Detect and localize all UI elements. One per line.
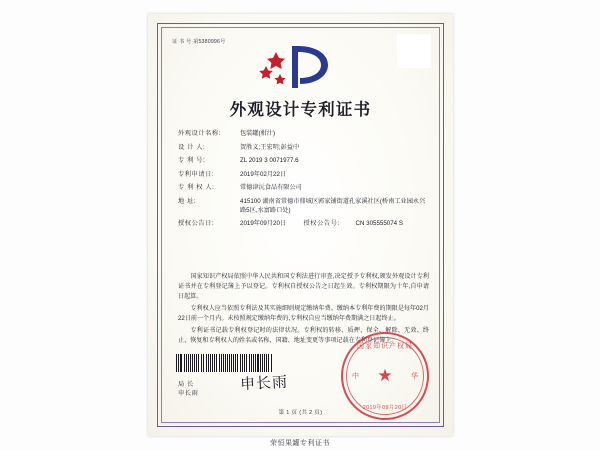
field-value: 415100 湖南省常德市鼎城区郭家铺街道孔家溪社区(桥南工业园永兴路5区,水富路口处) xyxy=(240,197,426,214)
signature-title-label: 局 长 xyxy=(178,381,194,388)
body-paragraph-2: 专利权人应当依照专利法及其实施细则规定缴纳年费。缴纳本专利年费的期限是每年02月22日前一个月内。未按照规定缴纳年费的,专利权自应当缴纳年费期满之日起终止。 xyxy=(178,305,429,322)
field-value: 包装罐(柑汁) xyxy=(240,130,276,137)
grant-date-group xyxy=(178,220,304,229)
field-row-patent-number xyxy=(178,157,429,166)
body-paragraph-1: 国家知识产权局依照中华人民共和国专利法进行审查,决定授予专利权,颁发外观设计专利证书并在专利登记簿上予以登记。专利权自授权公告之日起生效。专利权期限为十年,自申请日起算。 xyxy=(178,273,429,300)
field-label: 授权公告日: xyxy=(178,220,215,228)
grant-publication-group xyxy=(304,220,430,229)
field-row-design-name xyxy=(178,130,429,139)
seal-left-text: 中 xyxy=(352,373,359,380)
field-value: 2019年02月22日 xyxy=(240,170,287,178)
field-label: 授权公告号: xyxy=(303,220,340,228)
field-value: ZL 2019 3 0071977.6 xyxy=(240,157,299,165)
field-label: 专 利 权 人: xyxy=(178,184,215,192)
signature-labels xyxy=(178,380,198,399)
field-value: 常德津沅食品有限公司 xyxy=(240,184,302,192)
signature-name-label: 申长雨 xyxy=(178,390,199,398)
field-value: 2019年09月20日 xyxy=(240,220,287,228)
page-title: 外观设计专利证书 xyxy=(229,100,372,119)
field-row-application-date xyxy=(178,171,429,180)
official-seal xyxy=(341,332,429,420)
field-row-grant xyxy=(178,220,429,229)
seal-right-text: 华 xyxy=(411,373,418,380)
field-value: 贺胜义;王宏明;彭益中 xyxy=(240,143,300,151)
image-caption: 荣恒果罐专利证书 xyxy=(270,440,330,447)
field-value: CN 305555074 S xyxy=(355,220,403,228)
certificate-fields xyxy=(178,130,429,234)
seal-top-text: 国家知识产权局 xyxy=(357,343,413,350)
field-label: 专利申请日: xyxy=(178,170,215,178)
patent-certificate xyxy=(148,14,453,436)
field-label: 地 址: xyxy=(178,197,197,205)
body-paragraph-3: 专利证书记载专利权登记时的法律状况。专利权的转移、质押、保全、解除、无效、终止、恢复和专利权人的姓名或名称、国籍、地址变更等事项记载在专利登记簿上。 xyxy=(178,327,429,345)
seal-star-icon: ★ xyxy=(377,366,393,385)
field-label: 外观设计名称: xyxy=(178,130,222,137)
page-number: 第 1 页 (共 2 页) xyxy=(278,410,323,416)
signature-handwriting: 申长雨 xyxy=(239,372,289,394)
field-label: 专 利 号: xyxy=(178,157,206,165)
barcode xyxy=(176,354,272,372)
cnipa-logo-icon xyxy=(258,42,344,90)
certificate-serial-number: 证 书 号 第5380996号 xyxy=(172,39,226,45)
field-row-designers xyxy=(178,144,429,153)
seal-bottom-text: 2019年09月20日 xyxy=(362,405,408,411)
qr-code-icon xyxy=(397,34,431,68)
field-row-patentee xyxy=(178,184,429,193)
field-row-address xyxy=(178,198,429,216)
field-label: 设 计 人: xyxy=(178,143,206,151)
